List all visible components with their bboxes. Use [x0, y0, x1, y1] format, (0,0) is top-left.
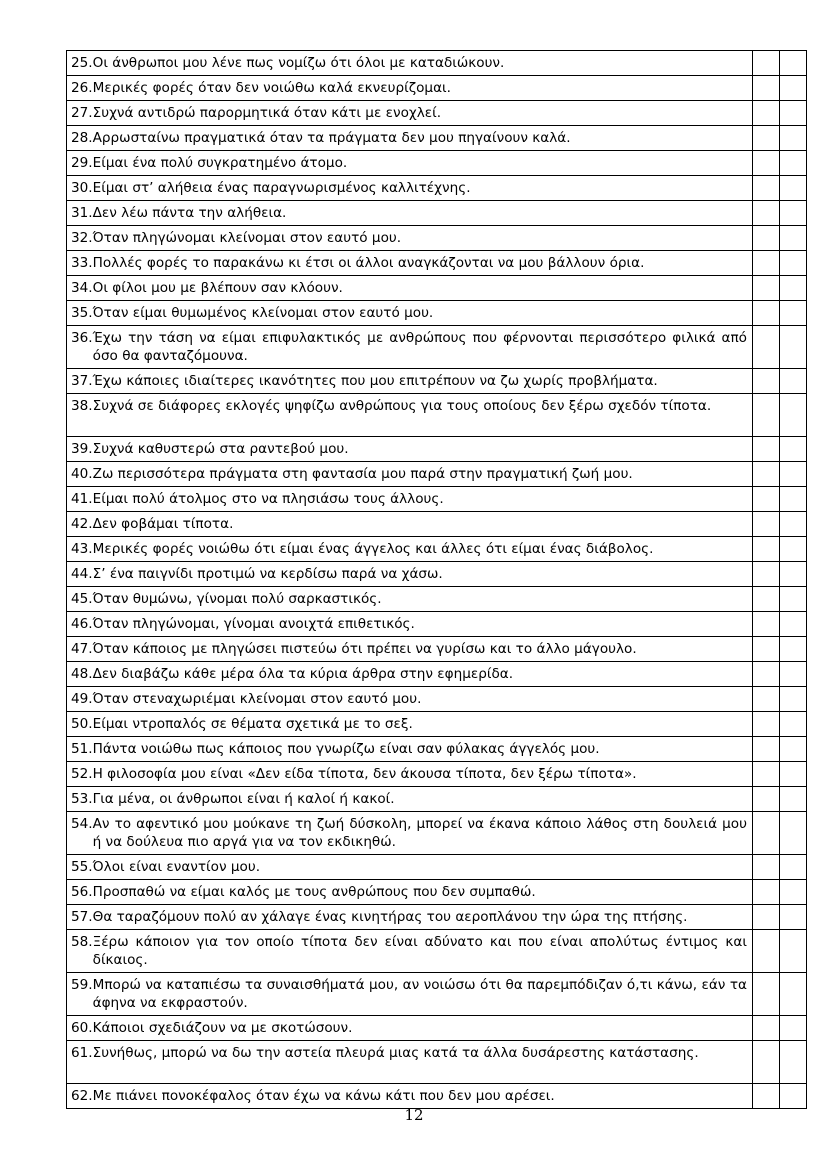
question-number: 58.: [71, 934, 93, 950]
question-text: Όταν κάποιος με πληγώσει πιστεύω ότι πρέπει να γυρίσω και το άλλο μάγουλο.: [92, 641, 637, 657]
answer-cell-2[interactable]: [780, 276, 807, 301]
answer-cell-1[interactable]: [753, 812, 780, 855]
table-row: [67, 712, 807, 737]
question-cell: [67, 437, 753, 462]
answer-cell-2[interactable]: [780, 880, 807, 905]
question-text: Αν το αφεντικό μου μούκανε τη ζωή δύσκολη, μπορεί να έκανα κάποιο λάθος στη δουλειά μου ή να δούλευα πιο αργά για να τον εκδικηθώ.: [92, 816, 747, 850]
question-item: [71, 740, 747, 758]
question-cell: [67, 662, 753, 687]
question-item: [71, 908, 747, 926]
question-item: [71, 858, 747, 876]
answer-cell-2[interactable]: [780, 369, 807, 394]
table-row: [67, 687, 807, 712]
answer-cell-2[interactable]: [780, 76, 807, 101]
table-row: [67, 487, 807, 512]
question-number: 35.: [71, 305, 93, 321]
question-text: Αρρωσταίνω πραγματικά όταν τα πράγματα δεν μου πηγαίνουν καλά.: [92, 130, 571, 146]
table-row: [67, 394, 807, 437]
question-cell: [67, 762, 753, 787]
question-number: 48.: [71, 666, 93, 682]
answer-cell-1[interactable]: [753, 369, 780, 394]
table-row: [67, 1041, 807, 1084]
question-item: [71, 590, 747, 608]
answer-cell-2[interactable]: [780, 462, 807, 487]
table-row: [67, 537, 807, 562]
table-row: [67, 973, 807, 1016]
table-row: [67, 905, 807, 930]
question-cell: [67, 51, 753, 76]
question-number: 25.: [71, 55, 93, 71]
question-text: Με πιάνει πονοκέφαλος όταν έχω να κάνω κάτι που δεν μου αρέσει.: [92, 1088, 555, 1104]
question-number: 39.: [71, 441, 93, 457]
answer-cell-2[interactable]: [780, 176, 807, 201]
table-row: [67, 562, 807, 587]
question-text: Συχνά καθυστερώ στα ραντεβού μου.: [92, 441, 349, 457]
question-item: [71, 329, 747, 365]
table-row: [67, 201, 807, 226]
answer-cell-2[interactable]: [780, 973, 807, 1016]
question-number: 36.: [71, 330, 93, 346]
question-item: [71, 515, 747, 533]
table-row: [67, 326, 807, 369]
answer-cell-1[interactable]: [753, 612, 780, 637]
question-item: [71, 465, 747, 483]
answer-cell-1[interactable]: [753, 662, 780, 687]
answer-cell-2[interactable]: [780, 301, 807, 326]
answer-cell-1[interactable]: [753, 226, 780, 251]
question-item: [71, 129, 747, 147]
answer-cell-2[interactable]: [780, 394, 807, 437]
question-cell: [67, 326, 753, 369]
question-number: 50.: [71, 716, 93, 732]
answer-cell-1[interactable]: [753, 326, 780, 369]
question-number: 34.: [71, 280, 93, 296]
answer-cell-2[interactable]: [780, 787, 807, 812]
question-number: 61.: [71, 1045, 93, 1061]
question-number: 45.: [71, 591, 93, 607]
question-cell: [67, 687, 753, 712]
question-cell: [67, 930, 753, 973]
table-row: [67, 855, 807, 880]
answer-cell-2[interactable]: [780, 126, 807, 151]
question-item: [71, 540, 747, 558]
question-item: [71, 665, 747, 683]
question-cell: [67, 562, 753, 587]
question-cell: [67, 1084, 753, 1109]
table-row: [67, 251, 807, 276]
answer-cell-1[interactable]: [753, 587, 780, 612]
question-text: Σ’ ένα παιγνίδι προτιμώ να κερδίσω παρά να χάσω.: [92, 566, 443, 582]
answer-cell-1[interactable]: [753, 394, 780, 437]
question-text: Όλοι είναι εναντίον μου.: [92, 859, 261, 875]
question-text: Είμαι ντροπαλός σε θέματα σχετικά με το σεξ.: [92, 716, 413, 732]
question-item: [71, 815, 747, 851]
question-text: Όταν στεναχωριέμαι κλείνομαι στον εαυτό μου.: [92, 691, 422, 707]
table-row: [67, 1016, 807, 1041]
answer-cell-2[interactable]: [780, 201, 807, 226]
question-cell: [67, 973, 753, 1016]
answer-cell-1[interactable]: [753, 51, 780, 76]
answer-cell-1[interactable]: [753, 201, 780, 226]
question-number: 27.: [71, 105, 93, 121]
table-row: [67, 1084, 807, 1109]
question-number: 49.: [71, 691, 93, 707]
answer-cell-2[interactable]: [780, 437, 807, 462]
answer-cell-2[interactable]: [780, 1084, 807, 1109]
answer-cell-2[interactable]: [780, 737, 807, 762]
question-text: Έχω κάποιες ιδιαίτερες ικανότητες που μου επιτρέπουν να ζω χωρίς προβλήματα.: [92, 373, 658, 389]
question-cell: [67, 301, 753, 326]
table-row: [67, 51, 807, 76]
question-text: Συνήθως, μπορώ να δω την αστεία πλευρά μιας κατά τα άλλα δυσάρεστης κατάστασης.: [92, 1045, 699, 1061]
question-text: Η φιλοσοφία μου είναι «Δεν είδα τίποτα, δεν άκουσα τίποτα, δεν ξέρω τίποτα».: [92, 766, 637, 782]
question-cell: [67, 537, 753, 562]
answer-cell-2[interactable]: [780, 612, 807, 637]
question-item: [71, 229, 747, 247]
answer-cell-2[interactable]: [780, 812, 807, 855]
question-text: Οι φίλοι μου με βλέπουν σαν κλόουν.: [92, 280, 343, 296]
question-cell: [67, 101, 753, 126]
question-item: [71, 79, 747, 97]
question-item: [71, 565, 747, 583]
question-item: [71, 397, 747, 415]
answer-cell-1[interactable]: [753, 512, 780, 537]
question-number: 57.: [71, 909, 93, 925]
table-row: [67, 462, 807, 487]
page-number: 12: [404, 1106, 424, 1124]
question-cell: [67, 812, 753, 855]
answer-cell-2[interactable]: [780, 151, 807, 176]
question-item: [71, 372, 747, 390]
table-row: [67, 762, 807, 787]
question-text: Δεν διαβάζω κάθε μέρα όλα τα κύρια άρθρα στην εφημερίδα.: [92, 666, 514, 682]
question-text: Μπορώ να καταπιέσω τα συναισθήματά μου, αν νοιώσω ότι θα παρεμπόδιζαν ό,τι κάνω, εάν τα άφηνα να εκφραστούν.: [92, 977, 747, 1011]
question-item: [71, 640, 747, 658]
question-text: Όταν πληγώνομαι κλείνομαι στον εαυτό μου.: [92, 230, 402, 246]
table-row: [67, 76, 807, 101]
question-text: Συχνά σε διάφορες εκλογές ψηφίζω ανθρώπους για τους οποίους δεν ξέρω σχεδόν τίποτα.: [92, 398, 712, 414]
question-text: Όταν είμαι θυμωμένος κλείνομαι στον εαυτό μου.: [92, 305, 434, 321]
question-item: [71, 104, 747, 122]
question-item: [71, 1019, 747, 1037]
question-item: [71, 690, 747, 708]
answer-cell-1[interactable]: [753, 973, 780, 1016]
answer-cell-1[interactable]: [753, 712, 780, 737]
answer-cell-2[interactable]: [780, 587, 807, 612]
question-number: 46.: [71, 616, 93, 632]
answer-cell-1[interactable]: [753, 1041, 780, 1084]
question-item: [71, 1087, 747, 1105]
question-cell: [67, 76, 753, 101]
question-item: [71, 154, 747, 172]
question-cell: [67, 787, 753, 812]
question-number: 33.: [71, 255, 93, 271]
answer-cell-1[interactable]: [753, 905, 780, 930]
answer-cell-1[interactable]: [753, 737, 780, 762]
question-number: 52.: [71, 766, 93, 782]
question-number: 40.: [71, 466, 93, 482]
answer-cell-1[interactable]: [753, 276, 780, 301]
answer-cell-1[interactable]: [753, 930, 780, 973]
table-row: [67, 930, 807, 973]
table-row: [67, 612, 807, 637]
answer-cell-1[interactable]: [753, 76, 780, 101]
question-cell: [67, 637, 753, 662]
answer-cell-1[interactable]: [753, 880, 780, 905]
question-cell: [67, 176, 753, 201]
answer-cell-2[interactable]: [780, 637, 807, 662]
question-cell: [67, 369, 753, 394]
table-row: [67, 662, 807, 687]
question-item: [71, 440, 747, 458]
answer-cell-1[interactable]: [753, 762, 780, 787]
question-number: 59.: [71, 977, 93, 993]
question-text: Είμαι πολύ άτολμος στο να πλησιάσω τους άλλους.: [92, 491, 444, 507]
question-text: Μερικές φορές όταν δεν νοιώθω καλά εκνευρίζομαι.: [92, 80, 451, 96]
question-number: 54.: [71, 816, 93, 832]
question-text: Συχνά αντιδρώ παρορμητικά όταν κάτι με ενοχλεί.: [92, 105, 442, 121]
question-text: Πολλές φορές το παρακάνω κι έτσι οι άλλοι αναγκάζονται να μου βάλλουν όρια.: [92, 255, 645, 271]
answer-cell-1[interactable]: [753, 251, 780, 276]
question-item: [71, 254, 747, 272]
question-text: Όταν πληγώνομαι, γίνομαι ανοιχτά επιθετικός.: [92, 616, 415, 632]
question-number: 41.: [71, 491, 93, 507]
question-cell: [67, 1041, 753, 1084]
question-item: [71, 279, 747, 297]
question-cell: [67, 855, 753, 880]
question-cell: [67, 587, 753, 612]
answer-cell-1[interactable]: [753, 151, 780, 176]
question-number: 44.: [71, 566, 93, 582]
question-cell: [67, 487, 753, 512]
table-row: [67, 512, 807, 537]
question-item: [71, 976, 747, 1012]
question-number: 31.: [71, 205, 93, 221]
answer-cell-1[interactable]: [753, 437, 780, 462]
answer-cell-2[interactable]: [780, 1041, 807, 1084]
answer-cell-1[interactable]: [753, 562, 780, 587]
answer-cell-2[interactable]: [780, 855, 807, 880]
table-row: [67, 737, 807, 762]
answer-cell-1[interactable]: [753, 1084, 780, 1109]
answer-cell-1[interactable]: [753, 687, 780, 712]
table-row: [67, 637, 807, 662]
question-cell: [67, 462, 753, 487]
question-item: [71, 883, 747, 901]
question-cell: [67, 201, 753, 226]
question-number: 47.: [71, 641, 93, 657]
answer-cell-2[interactable]: [780, 326, 807, 369]
question-cell: [67, 251, 753, 276]
question-number: 26.: [71, 80, 93, 96]
question-number: 62.: [71, 1088, 93, 1104]
question-text: Οι άνθρωποι μου λένε πως νομίζω ότι όλοι με καταδιώκουν.: [92, 55, 505, 71]
question-text: Μερικές φορές νοιώθω ότι είμαι ένας άγγελος και άλλες ότι είμαι ένας διάβολος.: [92, 541, 654, 557]
table-row: [67, 587, 807, 612]
answer-cell-2[interactable]: [780, 101, 807, 126]
question-cell: [67, 880, 753, 905]
questionnaire-table: [66, 50, 807, 1109]
table-row: [67, 276, 807, 301]
question-number: 42.: [71, 516, 93, 532]
answer-cell-1[interactable]: [753, 537, 780, 562]
question-cell: [67, 512, 753, 537]
table-row: [67, 226, 807, 251]
question-item: [71, 790, 747, 808]
answer-cell-2[interactable]: [780, 1016, 807, 1041]
question-cell: [67, 712, 753, 737]
question-text: Ζω περισσότερα πράγματα στη φαντασία μου παρά στην πραγματική ζωή μου.: [92, 466, 633, 482]
answer-cell-1[interactable]: [753, 1016, 780, 1041]
answer-cell-1[interactable]: [753, 301, 780, 326]
answer-cell-1[interactable]: [753, 101, 780, 126]
answer-cell-1[interactable]: [753, 487, 780, 512]
question-text: Είμαι στ’ αλήθεια ένας παραγνωρισμένος καλλιτέχνης.: [92, 180, 471, 196]
question-item: [71, 615, 747, 633]
question-text: Θα ταραζόμουν πολύ αν χάλαγε ένας κινητήρας του αεροπλάνου την ώρα της πτήσης.: [92, 909, 688, 925]
answer-cell-2[interactable]: [780, 687, 807, 712]
table-row: [67, 101, 807, 126]
question-number: 30.: [71, 180, 93, 196]
question-item: [71, 765, 747, 783]
question-number: 51.: [71, 741, 93, 757]
question-text: Πάντα νοιώθω πως κάποιος που γνωρίζω είναι σαν φύλακας άγγελός μου.: [92, 741, 600, 757]
question-number: 28.: [71, 130, 93, 146]
question-text: Δεν λέω πάντα την αλήθεια.: [92, 205, 287, 221]
table-row: [67, 176, 807, 201]
table-row: [67, 812, 807, 855]
question-text: Κάποιοι σχεδιάζουν να με σκοτώσουν.: [92, 1020, 353, 1036]
answer-cell-2[interactable]: [780, 251, 807, 276]
table-row: [67, 126, 807, 151]
question-text: Για μένα, οι άνθρωποι είναι ή καλοί ή κακοί.: [92, 791, 395, 807]
question-cell: [67, 226, 753, 251]
question-number: 38.: [71, 398, 93, 414]
question-text: Προσπαθώ να είμαι καλός με τους ανθρώπους που δεν συμπαθώ.: [92, 884, 536, 900]
question-text: Όταν θυμώνω, γίνομαι πολύ σαρκαστικός.: [92, 591, 382, 607]
answer-cell-1[interactable]: [753, 126, 780, 151]
answer-cell-2[interactable]: [780, 51, 807, 76]
answer-cell-2[interactable]: [780, 537, 807, 562]
question-cell: [67, 126, 753, 151]
question-number: 53.: [71, 791, 93, 807]
question-text: Δεν φοβάμαι τίποτα.: [92, 516, 234, 532]
answer-cell-1[interactable]: [753, 637, 780, 662]
question-item: [71, 1044, 747, 1062]
question-item: [71, 490, 747, 508]
table-row: [67, 369, 807, 394]
answer-cell-2[interactable]: [780, 930, 807, 973]
question-number: 29.: [71, 155, 93, 171]
question-text: Είμαι ένα πολύ συγκρατημένο άτομο.: [92, 155, 348, 171]
answer-cell-1[interactable]: [753, 462, 780, 487]
answer-cell-2[interactable]: [780, 905, 807, 930]
table-row: [67, 880, 807, 905]
answer-cell-2[interactable]: [780, 662, 807, 687]
question-cell: [67, 276, 753, 301]
answer-cell-1[interactable]: [753, 787, 780, 812]
question-item: [71, 304, 747, 322]
question-item: [71, 204, 747, 222]
question-item: [71, 715, 747, 733]
question-item: [71, 54, 747, 72]
table-row: [67, 437, 807, 462]
question-cell: [67, 905, 753, 930]
answer-cell-2[interactable]: [780, 762, 807, 787]
question-cell: [67, 612, 753, 637]
answer-cell-2[interactable]: [780, 512, 807, 537]
question-cell: [67, 737, 753, 762]
question-number: 37.: [71, 373, 93, 389]
answer-cell-2[interactable]: [780, 712, 807, 737]
question-text: Έχω την τάση να είμαι επιφυλακτικός με ανθρώπους που φέρνονται περισσότερο φιλικά από όσο θα φανταζόμουνα.: [92, 330, 747, 364]
question-cell: [67, 394, 753, 437]
question-text: Ξέρω κάποιον για τον οποίο τίποτα δεν είναι αδύνατο και που είναι απολύτως έντιμος και δίκαιος.: [92, 934, 747, 968]
table-row: [67, 787, 807, 812]
answer-cell-1[interactable]: [753, 176, 780, 201]
question-cell: [67, 1016, 753, 1041]
question-cell: [67, 151, 753, 176]
answer-cell-2[interactable]: [780, 487, 807, 512]
question-item: [71, 179, 747, 197]
question-item: [71, 933, 747, 969]
question-number: 43.: [71, 541, 93, 557]
table-row: [67, 301, 807, 326]
answer-cell-2[interactable]: [780, 562, 807, 587]
question-number: 56.: [71, 884, 93, 900]
answer-cell-2[interactable]: [780, 226, 807, 251]
question-number: 55.: [71, 859, 93, 875]
question-number: 60.: [71, 1020, 93, 1036]
answer-cell-1[interactable]: [753, 855, 780, 880]
table-row: [67, 151, 807, 176]
question-number: 32.: [71, 230, 93, 246]
